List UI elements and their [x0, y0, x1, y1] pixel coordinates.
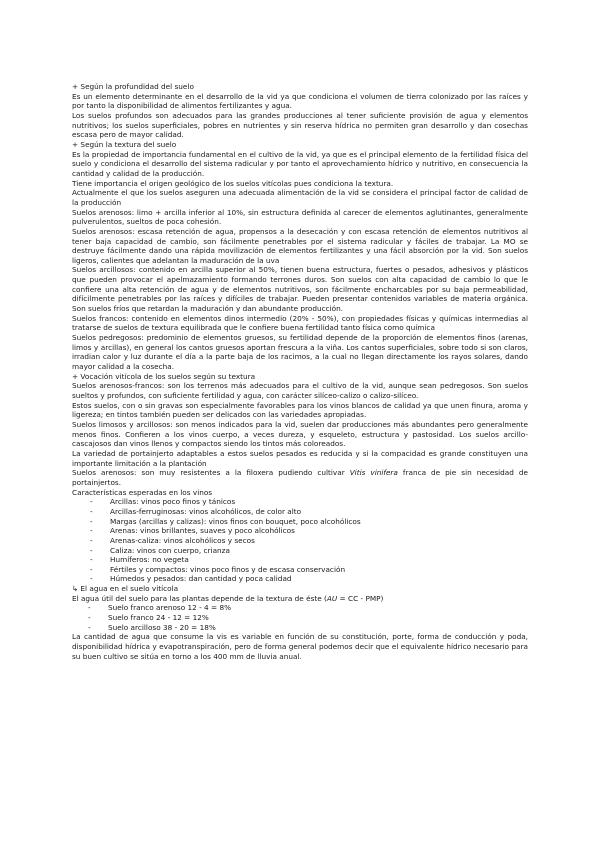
dash-bullet-icon: -: [90, 574, 93, 584]
paragraph: Suelos arcillosos: contenido en arcilla superior al 50%, tienen buena estructura, fuertes o pesados, adhesivos y plásticos que pueden provocar el apelmazamiento formando terrones duros. Son suelos con alta capacidad de cambio lo que le confiere una alta retención de agua y de elementos nutritivos, son fácilmente encharcables por su baja permeabilidad, difícilmente penetrables por las raíces y difíciles de trabajar. Pueden presentar contenidos variables de materia orgánica. Son suelos fríos que retardan la maduración y dan abundante producción.: [72, 265, 528, 314]
section-heading-vocation: + Vocación vitícola de los suelos según su textura: [72, 371, 256, 381]
paragraph: Actualmente el que los suelos aseguren una adecuada alimentación de la vid se considera el principal factor de calidad de la producción: [72, 188, 528, 207]
paragraph: La cantidad de agua que consume la vis es variable en función de su constitución, porte, forma de conducción y poda, disponibilidad hídrica y evapotranspiración, pero de forma general podemos decir que el equivalente hídrico necesario para su buen cultivo se sitúa en torno a los 400 mm de lluvia anual.: [72, 632, 528, 661]
dash-bullet-icon: -: [88, 603, 91, 613]
paragraph: Es la propiedad de importancia fundamental en el cultivo de la vid, ya que es el principal elemento de la fertilidad física del suelo y condiciona el desarrollo del sistema radicular y por tanto el aprovechamiento hídrico y nutritivo, en consecuencia la cantidad y calidad de la producción.: [72, 149, 528, 178]
paragraph: Suelos francos: contenido en elementos dinos intermedio (20% - 50%), con propiedades físicas y químicas intermedias al tratarse de suelos de textura equilibrada que le confiere buena fertilidad tanto física como química: [72, 313, 528, 333]
paragraph: [72, 468, 528, 487]
paragraph: Los suelos profundos son adecuados para las grandes producciones al tener suficiente provisión de agua y elementos nutritivos; los suelos superficiales, pobres en nutrientes y sin reserva hídrica no permiten gran desarrollo y dan cosechas escasa pero de mayor calidad.: [72, 110, 528, 140]
section-heading-texture: + Según la textura del suelo: [72, 139, 177, 149]
paragraph: Suelos arenosos: limo + arcilla inferior al 10%, sin estructura definida al carecer de elementos aglutinantes, generalmente pulverulentos, sueltos de poca cohesión.: [72, 207, 528, 227]
list-item-text: Caliza: vinos con cuerpo, crianza: [110, 545, 230, 555]
paragraph: Suelos arenosos: escasa retención de agua, propensos a la desecación y con escasa retención de elementos nutritivos al tener baja capacidad de cambio, son fácilmente penetrables por el sistema radicular y fáciles de trabajar. La MO se destruye fácilmente dando una rápida movilización de elementos fertilizantes y una fácil absorción por la vid. Son suelos ligeros, calientes que adelantan la maduración de la uva: [72, 226, 528, 265]
list-item: [72, 555, 528, 565]
document-page: [72, 82, 528, 661]
paragraph: Tiene importancia el origen geológico de los suelos vitícolas pues condiciona la textura.: [72, 178, 394, 188]
list-title: Características esperadas en los vinos: [72, 487, 213, 497]
list-item: [72, 546, 528, 556]
list-item: [72, 613, 528, 623]
paragraph: Es un elemento determinante en el desarrollo de la vid ya que condiciona el volumen de tierra colonizado por las raíces y por tanto la disponibilidad de alimentos fertilizantes y agua.: [72, 91, 528, 111]
list-item-text: Humíferos: no vegeta: [110, 555, 189, 565]
list-item-text: Suelo franco arenoso 12 - 4 = 8%: [108, 603, 232, 613]
section-heading-water: ↳ El agua en el suelo vitícola: [72, 584, 179, 594]
wine-characteristics-list: [72, 497, 528, 584]
paragraph: Suelos limosos y arcillosos: son menos indicados para la vid, suelen dar producciones más abundantes pero generalmente menos finos. Confieren a los vinos cuerpo, a veces dureza, y esqueleto, estructura y pastosidad. Los suelos arcillo-cascajosos dan vinos llenos y compactos siendo los tintos más coloreados.: [72, 419, 528, 449]
list-item: [72, 507, 528, 517]
list-item-text: Arenas-caliza: vinos alcohólicos y secos: [110, 535, 255, 545]
dash-bullet-icon: -: [88, 622, 91, 632]
list-item-text: Arenas: vinos brillantes, suaves y poco alcohólicos: [110, 526, 295, 536]
list-item-text: Margas (arcillas y calizas): vinos finos con bouquet, poco alcohólicos: [110, 516, 361, 526]
section-heading-depth: + Según la profundidad del suelo: [72, 82, 194, 91]
list-item: [72, 497, 528, 507]
dash-bullet-icon: -: [90, 516, 93, 526]
formula-term: AU: [326, 593, 338, 603]
list-item-text: Suelo franco 24 - 12 = 12%: [108, 613, 209, 623]
list-item: [72, 623, 528, 633]
list-item: [72, 565, 528, 575]
list-item-text: Suelo arcilloso 38 - 20 = 18%: [108, 622, 216, 632]
list-item-text: Húmedos y pesados: dan cantidad y poca calidad: [110, 574, 292, 584]
text-run: franca de pie sin necesidad de portainjertos.: [72, 468, 528, 487]
dash-bullet-icon: -: [88, 613, 91, 623]
dash-bullet-icon: -: [90, 535, 93, 545]
paragraph: [72, 594, 528, 604]
paragraph: Suelos arenosos-francos: son los terrenos más adecuados para el cultivo de la vid, aunque sean pedregosos. Son suelos sueltos y profundos, con suficiente fertilidad y agua, con carácter silíceo-calizo o calizo-silíceo.: [72, 381, 528, 400]
paragraph: Suelos pedregosos: predominio de elementos gruesos, su fertilidad depende de la proporción de elementos finos (arenas, limos y arcillas), en general los cantos gruesos aportan frescura a la viña. Los cantos superficiales, sobre todo si son claros, irradian calor y luz durante el día a la parte baja de los racimos, a la cual no llegan directamente los rayos solares, dando mayor calidad a la cosecha.: [72, 333, 528, 372]
list-item: [72, 536, 528, 546]
dash-bullet-icon: -: [90, 555, 93, 565]
species-name: Vitis vinifera: [349, 468, 398, 478]
dash-bullet-icon: -: [90, 564, 93, 574]
paragraph: Estos suelos, con o sin gravas son especialmente favorables para los vinos blancos de calidad ya que unen finura, aroma y ligereza; en tintos también pueden ser delicados con las variedades apropiadas.: [72, 400, 528, 420]
list-item: [72, 526, 528, 536]
list-item-text: Arcillas-ferruginosas: vinos alcohólicos, de color alto: [110, 506, 302, 516]
list-item: [72, 517, 528, 527]
dash-bullet-icon: -: [90, 506, 93, 516]
paragraph: La variedad de portainjerto adaptables a estos suelos pesados es reducida y si la compacidad es grande constituyen una importante limitación a la plantación: [72, 448, 528, 468]
text-run: Suelos arenosos: son muy resistentes a la filoxera pudiendo cultivar: [72, 468, 350, 478]
text-run: = CC - PMP): [337, 593, 384, 603]
list-item: [72, 574, 528, 584]
dash-bullet-icon: -: [90, 526, 93, 536]
dash-bullet-icon: -: [90, 497, 93, 507]
dash-bullet-icon: -: [90, 545, 93, 555]
useful-water-list: [72, 603, 528, 632]
text-run: El agua útil del suelo para las plantas depende de la textura de éste (: [72, 593, 327, 603]
list-item-text: Arcillas: vinos poco finos y tánicos: [110, 497, 236, 507]
list-item: [72, 603, 528, 613]
list-item-text: Fértiles y compactos: vinos poco finos y de escasa conservación: [110, 564, 346, 574]
